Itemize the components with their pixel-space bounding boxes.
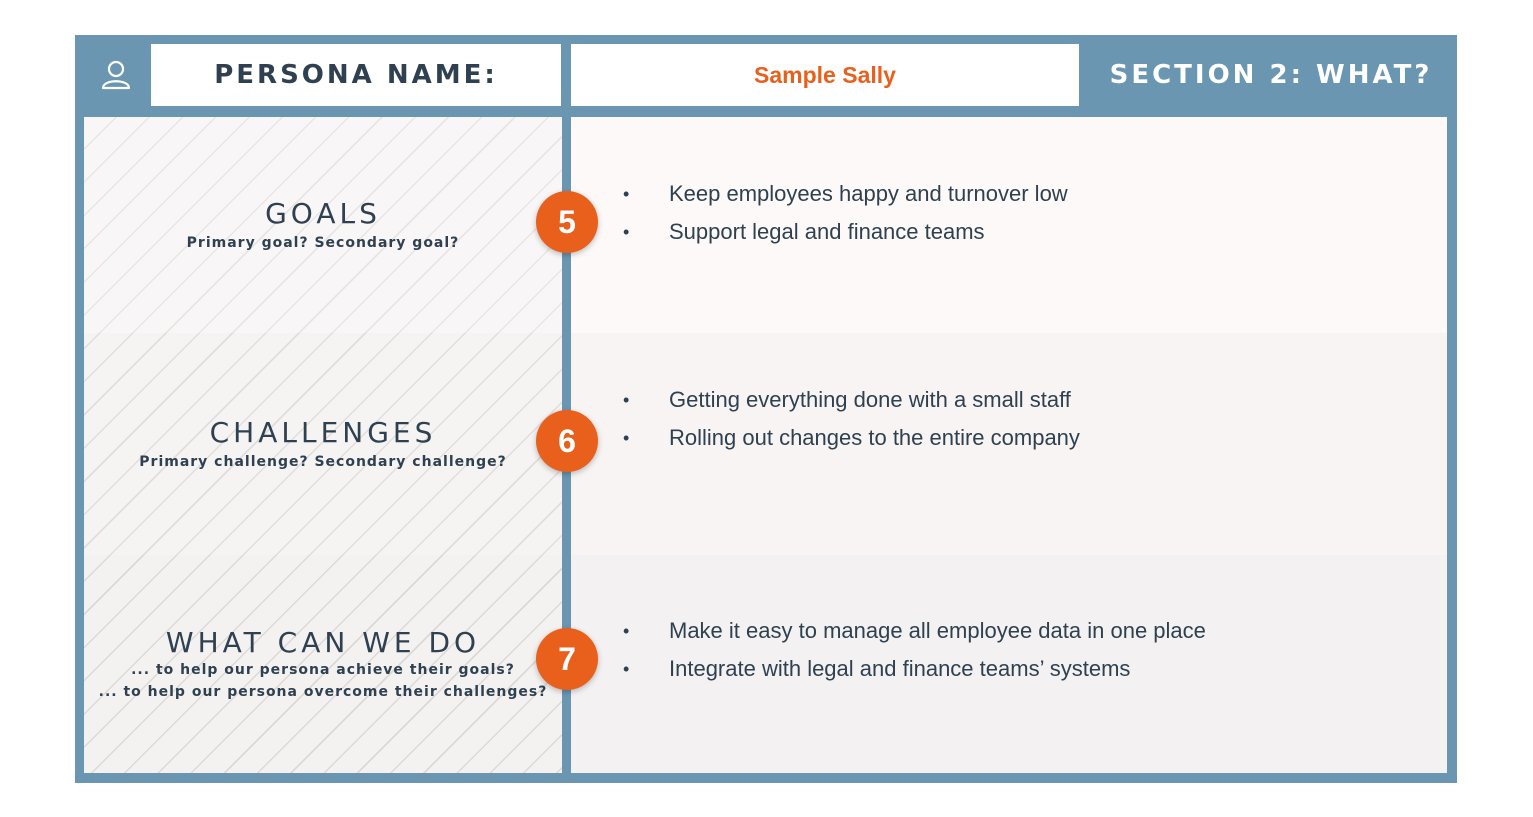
persona-name-field[interactable] [571, 44, 1079, 106]
challenges-subheading: Primary challenge? Secondary challenge? [139, 453, 507, 470]
persona-name-label: PERSONA NAME: [214, 60, 498, 90]
goals-label-cell [84, 117, 562, 333]
section-title: SECTION 2: WHAT? [1109, 60, 1433, 90]
goals-subheading: Primary goal? Secondary goal? [186, 234, 460, 251]
what-can-we-do-heading: WHAT CAN WE DO [165, 625, 481, 659]
challenges-bullet: • Getting everything done with a small staff [623, 381, 1080, 419]
what-can-we-do-bullet: • Make it easy to manage all employee data in one place [623, 612, 1206, 650]
what-can-we-do-subheading-1: ... to help our persona achieve their goals? [131, 661, 515, 678]
what-can-we-do-content-cell [571, 555, 1447, 773]
persona-name-label-box [151, 44, 561, 106]
goals-content-cell [571, 117, 1447, 333]
goals-heading: GOALS [265, 196, 381, 230]
challenges-heading: CHALLENGES [209, 415, 437, 449]
challenges-bullet-list [623, 381, 1080, 457]
challenges-content-cell [571, 333, 1447, 555]
persona-name-value: Sample Sally [754, 61, 896, 88]
goals-bullet: • Support legal and finance teams [623, 213, 1068, 251]
goals-bullet: • Keep employees happy and turnover low [623, 175, 1068, 213]
left-column [84, 117, 562, 773]
user-icon [98, 57, 134, 93]
step-badge-5: 5 [536, 191, 598, 253]
right-column [571, 117, 1447, 773]
what-can-we-do-bullet-list [623, 612, 1206, 688]
challenges-bullet: • Rolling out changes to the entire company [623, 419, 1080, 457]
step-badge-6: 6 [536, 410, 598, 472]
challenges-label-cell [84, 333, 562, 555]
step-badge-7: 7 [536, 628, 598, 690]
what-can-we-do-subheading-2: ... to help our persona overcome their challenges? [98, 683, 548, 700]
what-can-we-do-label-cell [84, 555, 562, 773]
what-can-we-do-bullet: • Integrate with legal and finance teams’ systems [623, 650, 1206, 688]
goals-bullet-list [623, 175, 1068, 251]
